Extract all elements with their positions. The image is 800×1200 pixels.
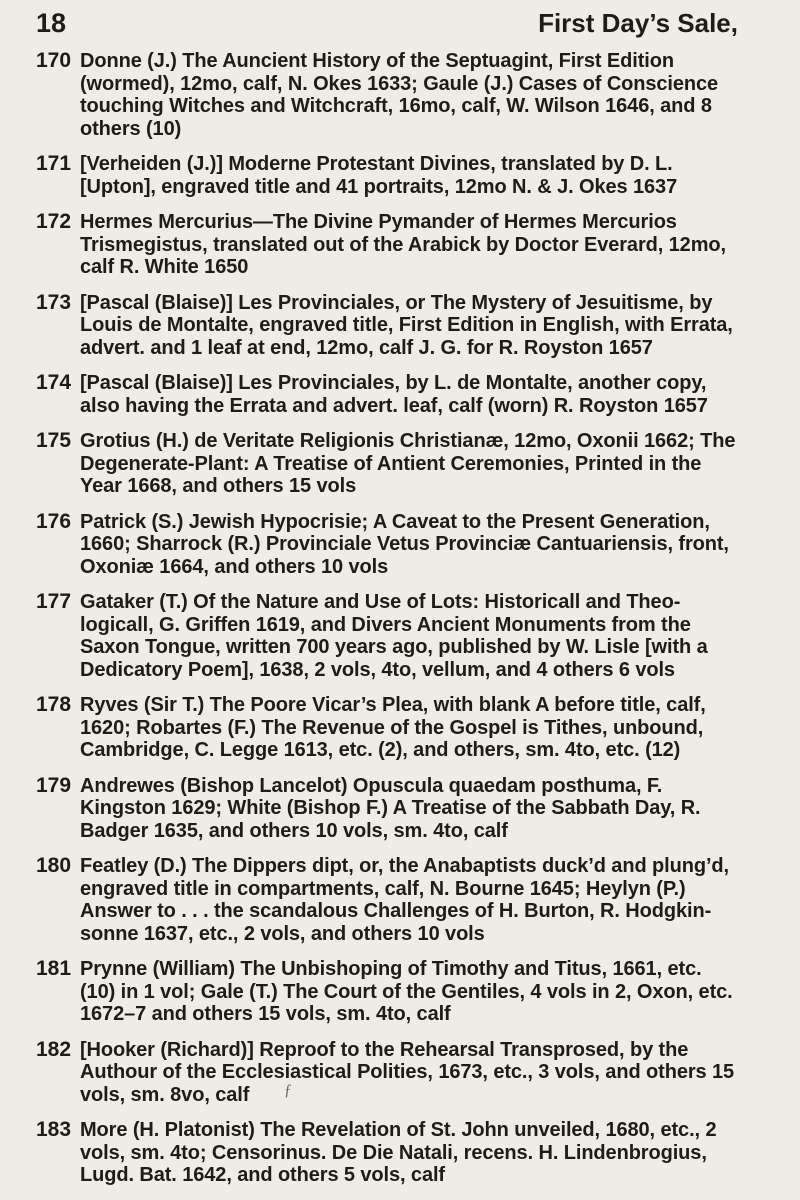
page-header [36, 8, 738, 48]
lot-number: 180 [36, 854, 72, 877]
lot-number: 173 [36, 290, 72, 314]
lot-number: 179 [36, 773, 72, 797]
lot-entry [36, 430, 741, 498]
lot-number: 181 [36, 957, 72, 980]
lot-list [36, 50, 741, 1200]
lot-entry [36, 292, 741, 360]
pencil-mark: ƒ [284, 1082, 292, 1099]
lot-description: Prynne (William) The Unbishoping of Timothy and Titus, 1661, etc. (10) in 1 vol; Gale (T.) The Court of the Gentiles, 4 vols in 2, Oxon, etc. 1672–7 and others 15 vols, sm. 4to, calf [80, 958, 733, 1025]
lot-description: Ryves (Sir T.) The Poore Vicar’s Plea, with blank A before title, calf, 1620; Robartes (F.) The Revenue of the Gospel is Tithes, unbound, Cambridge, C. Legge 1613, etc. (2), and others, sm. 4to, etc. (12) [80, 694, 706, 761]
lot-number: 170 [36, 49, 72, 72]
lot-entry [36, 694, 741, 762]
lot-description: Hermes Mercurius—The Divine Pymander of Hermes Mercurios Trismegistus, translated out of the Arabick by Doctor Everard, 12mo, calf R. White 1650 [80, 211, 726, 278]
lot-description: More (H. Platonist) The Revelation of St. John unveiled, 1680, etc., 2 vols, sm. 4to; Censorinus. De Die Natali, recens. H. Lindenbrogius, Lugd. Bat. 1642, and others 5 vols, calf [80, 1119, 717, 1186]
lot-description: [Pascal (Blaise)] Les Provinciales, or The Mystery of Jesuitisme, by Louis de Montalte, engraved title, First Edition in English, with Errata, advert. and 1 leaf at end, 12mo, calf J. G. for R. Royston 1657 [80, 291, 733, 359]
lot-description: Patrick (S.) Jewish Hypocrisie; A Caveat to the Present Generation, 1660; Sharrock (R.) Provinciale Vetus Provinciæ Cantuariensis, front, Oxoniæ 1664, and others 10 vols [80, 510, 729, 578]
lot-entry [36, 211, 741, 279]
lot-entry [36, 591, 741, 681]
lot-description: [Verheiden (J.)] Moderne Protestant Divines, translated by D. L. [Upton], engraved title and 41 portraits, 12mo N. & J. Okes 1637 [80, 153, 678, 198]
lot-description: Grotius (H.) de Veritate Religionis Christianæ, 12mo, Oxonii 1662; The Degenerate-Plant: A Treatise of Antient Ceremonies, Printed in the Year 1668, and others 15 vols [80, 430, 736, 497]
lot-number: 178 [36, 693, 72, 716]
lot-number: 183 [36, 1118, 72, 1141]
lot-entry [36, 511, 741, 579]
lot-number: 177 [36, 590, 72, 613]
lot-entry [36, 1119, 741, 1187]
lot-number: 172 [36, 210, 72, 233]
lot-description: [Hooker (Richard)] Reproof to the Rehearsal Transprosed, by the Authour of the Ecclesiastical Polities, 1673, etc., 3 vols, and others 15 vols, sm. 8vo, calf [80, 1038, 735, 1106]
running-head: First Day’s Sale, [538, 8, 738, 38]
lot-number: 174 [36, 371, 72, 394]
lot-entry [36, 372, 741, 417]
lot-entry [36, 958, 741, 1026]
lot-entry [36, 1039, 741, 1107]
lot-number: 171 [36, 152, 72, 175]
lot-description: Gataker (T.) Of the Nature and Use of Lots: Historicall and Theo-logicall, G. Griffen 1619, and Divers Ancient Monuments from the Saxon Tongue, written 700 years ago, published by W. Lisle [with a Dedicatory Poem], 1638, 2 vols, 4to, vellum, and 4 others 6 vols [80, 591, 708, 681]
lot-number: 182 [36, 1037, 72, 1061]
lot-entry [36, 855, 741, 945]
lot-entry [36, 775, 741, 843]
lot-entry [36, 50, 741, 140]
lot-description: Andrewes (Bishop Lancelot) Opuscula quaedam posthuma, F. Kingston 1629; White (Bishop F.) A Treatise of the Sabbath Day, R. Badger 1635, and others 10 vols, sm. 4to, calf [80, 774, 701, 842]
lot-number: 175 [36, 429, 72, 452]
lot-description: Donne (J.) The Auncient History of the Septuagint, First Edition (wormed), 12mo, calf, N. Okes 1633; Gaule (J.) Cases of Conscience touching Witches and Witchcraft, 16mo, calf, W. Wilson 1646, and 8 others (10) [80, 50, 719, 140]
lot-description: Featley (D.) The Dippers dipt, or, the Anabaptists duck’d and plung’d, engraved title in compartments, calf, N. Bourne 1645; Heylyn (P.) Answer to . . . the scandalous Challenges of H. Burton, R. Hodgkin-sonne 1637, etc., 2 vols, and others 10 vols [80, 855, 729, 945]
lot-number: 176 [36, 509, 72, 533]
page-number: 18 [36, 8, 67, 38]
lot-description: [Pascal (Blaise)] Les Provinciales, by L. de Montalte, another copy, also having the Errata and advert. leaf, calf (worn) R. Royston 1657 [80, 372, 708, 417]
lot-entry [36, 153, 741, 198]
